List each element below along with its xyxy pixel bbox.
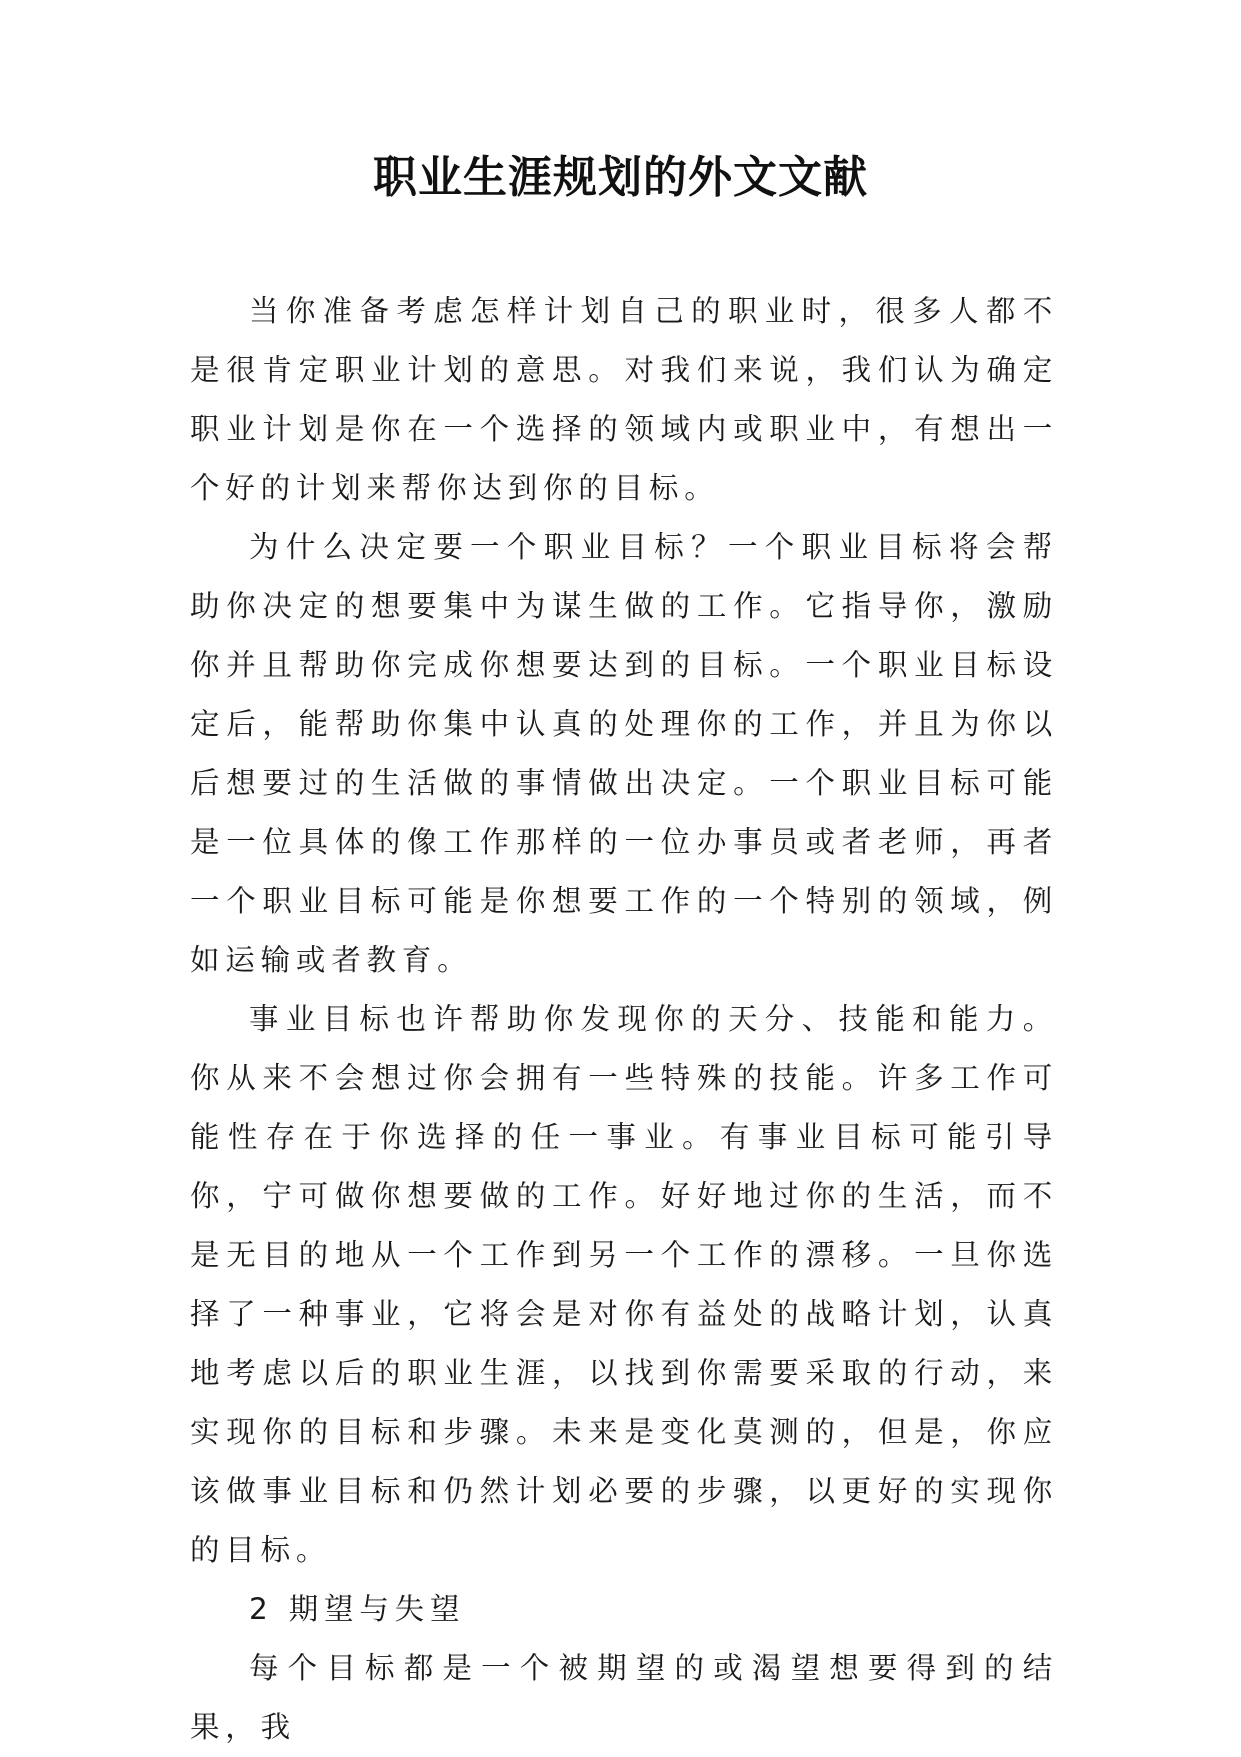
document-title: 职业生涯规划的外文文献 — [373, 152, 868, 203]
document-body — [190, 282, 1058, 1757]
section-heading-expectation: 2 期望与失望 — [249, 1592, 466, 1626]
paragraph-career-goal-benefits: 事业目标也许帮助你发现你的天分、技能和能力。你从来不会想过你会拥有一些特殊的技能。许多工作可能性存在于你选择的任一事业。有事业目标可能引导你，宁可做你想要做的工作。好好地过你的生活，而不是无目的地从一个工作到另一个工作的漂移。一旦你选择了一种事业，它将会是对你有益处的战略计划，认真地考虑以后的职业生涯，以找到你需要采取的行动，来实现你的目标和步骤。未来是变化莫测的，但是，你应该做事业目标和仍然计划必要的步骤，以更好的实现你的目标。 — [190, 1002, 1058, 1567]
paragraph-career-plan-meaning: 当你准备考虑怎样计划自己的职业时，很多人都不是很肯定职业计划的意思。对我们来说，我们认为确定职业计划是你在一个选择的领域内或职业中，有想出一个好的计划来帮你达到你的目标。 — [190, 294, 1058, 505]
paragraph-goal-definition: 每个目标都是一个被期望的或渴望想要得到的结果，我 — [190, 1651, 1058, 1744]
paragraph-why-career-goal: 为什么决定要一个职业目标？一个职业目标将会帮助你决定的想要集中为谋生做的工作。它指导你，激励你并且帮助你完成你想要达到的目标。一个职业目标设定后，能帮助你集中认真的处理你的工作，并且为你以后想要过的生活做的事情做出决定。一个职业目标可能是一位具体的像工作那样的一位办事员或者老师，再者一个职业目标可能是你想要工作的一个特别的领域，例如运输或者教育。 — [190, 530, 1058, 977]
